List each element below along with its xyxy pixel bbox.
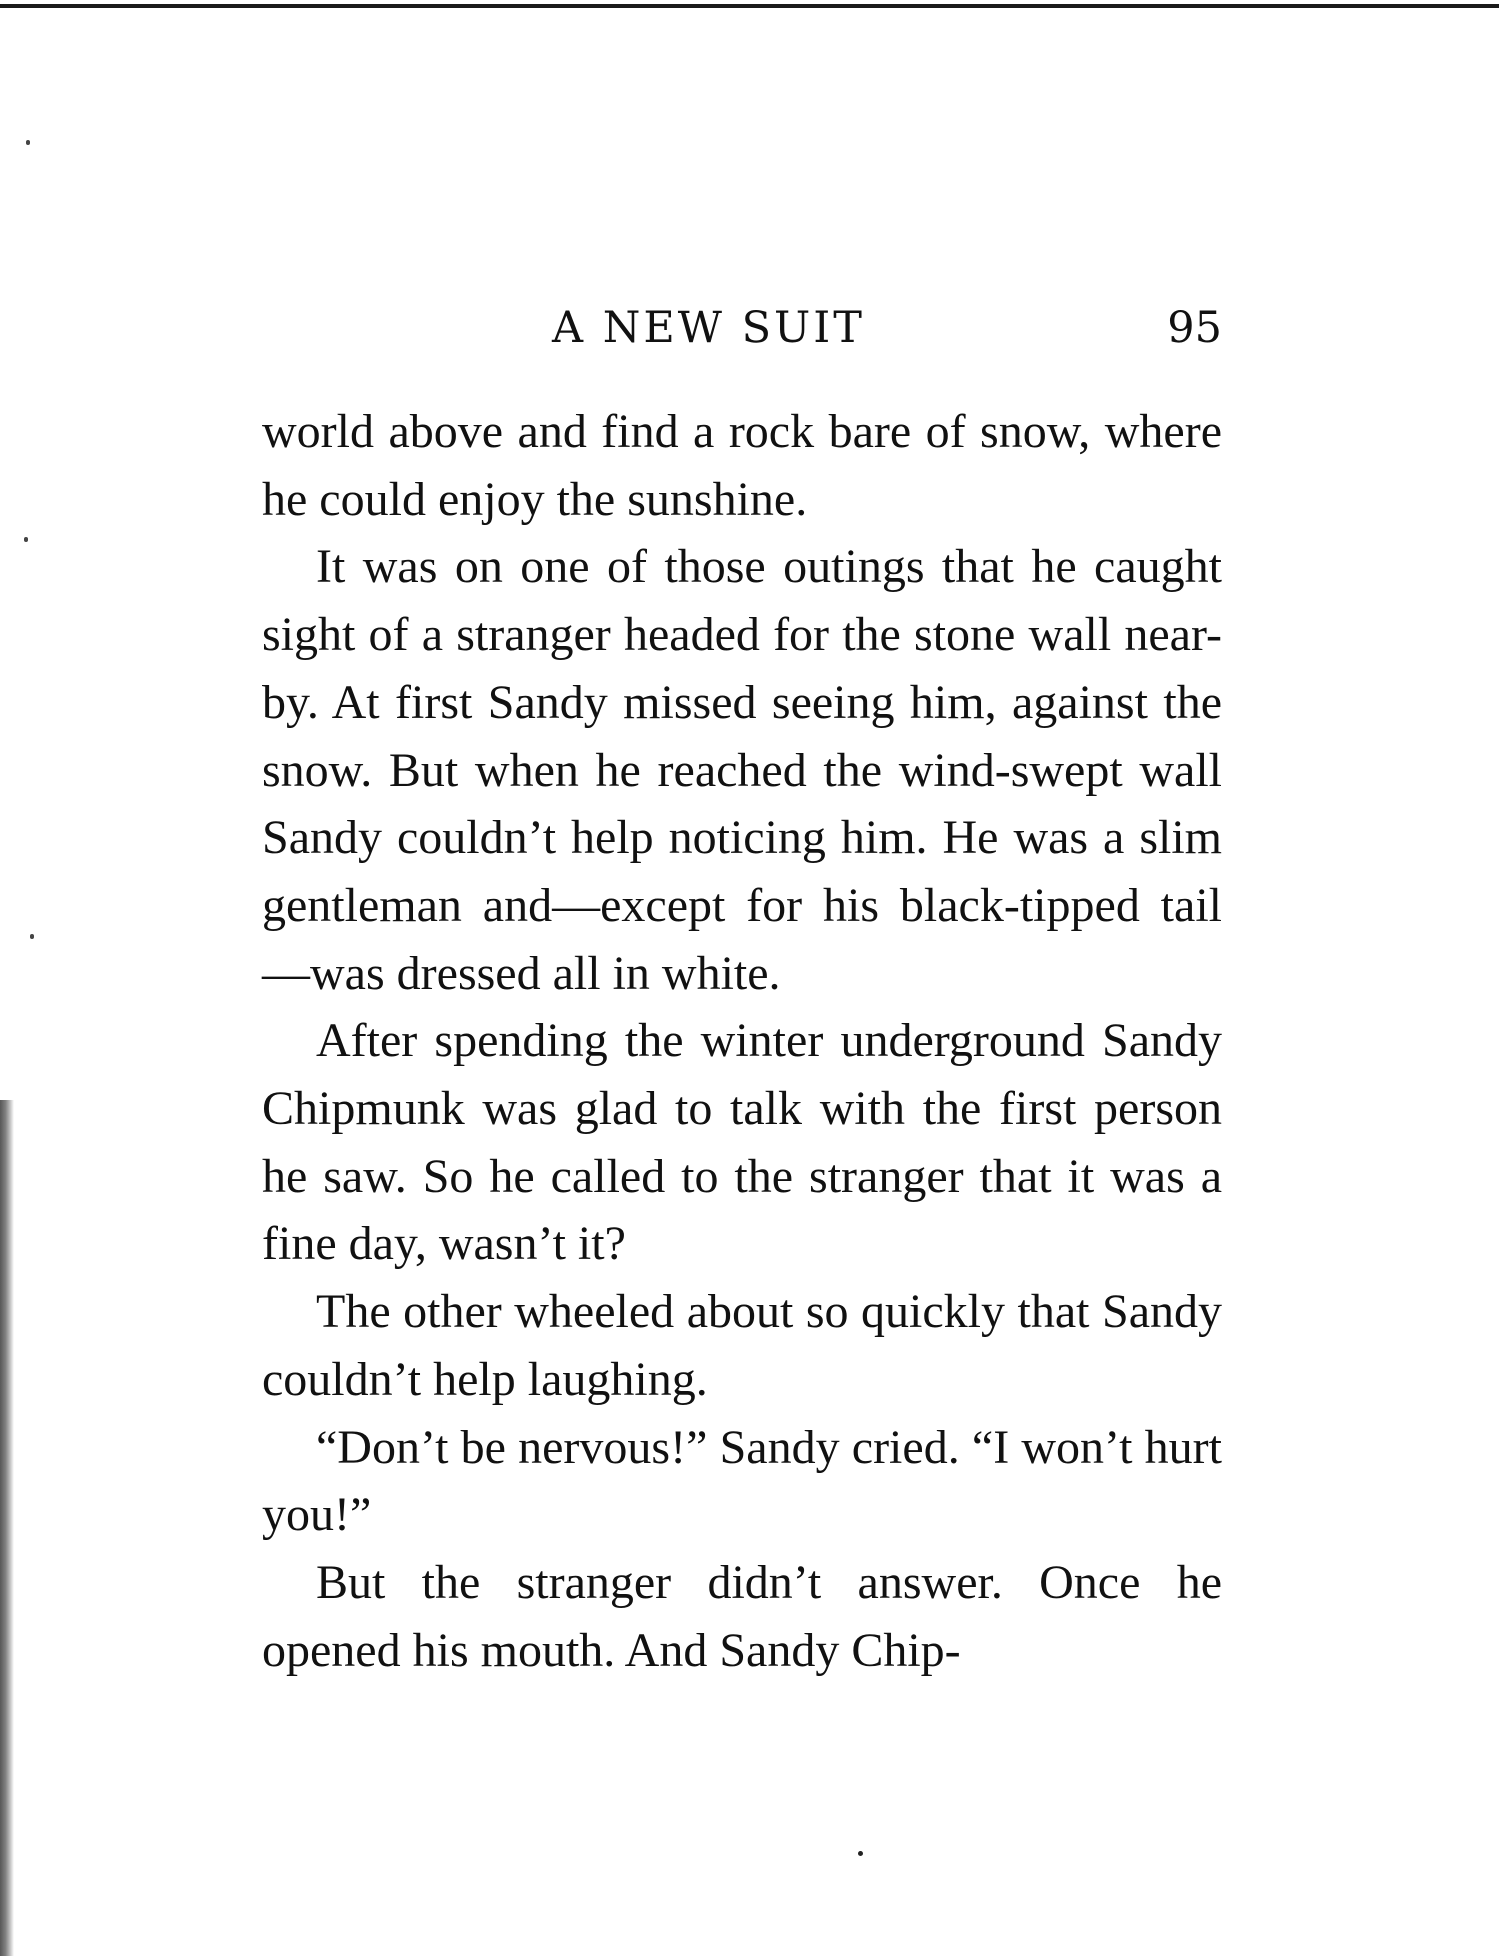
paragraph: The other wheeled about so quickly that Sandy couldn’t help laughing. xyxy=(262,1285,1222,1406)
paper-speck xyxy=(24,537,28,542)
body-text xyxy=(262,398,1222,1684)
paragraph: After spending the winter underground Sandy Chipmunk was glad to talk with the first person he saw. So he called to the stranger that it was a fine day, wasn’t it? xyxy=(262,1014,1222,1271)
page-number: 95 xyxy=(1167,303,1222,353)
top-edge-rule xyxy=(0,4,1499,8)
paper-speck xyxy=(30,934,34,939)
paragraph: It was on one of those outings that he caught sight of a stranger headed for the stone wall near-by. At first Sandy missed seeing him, against the snow. But when he reached the wind-swept wall Sandy couldn’t help noticing him. He was a slim gentleman and—except for his black-tipped tail—was dressed all in white. xyxy=(262,540,1222,1000)
paragraph: But the stranger didn’t answer. Once he opened his mouth. And Sandy Chip- xyxy=(262,1555,1222,1677)
paper-speck xyxy=(26,140,30,145)
paragraph: “Don’t be nervous!” Sandy cried. “I won’t hurt you!” xyxy=(262,1420,1222,1542)
page-header xyxy=(262,298,1222,358)
paragraph-continuation: world above and find a rock bare of snow, where he could enjoy the sunshine. xyxy=(262,405,1222,526)
paper-speck xyxy=(858,1851,863,1856)
page-binding-shadow xyxy=(0,1100,14,1956)
running-title: A NEW SUIT xyxy=(552,303,865,353)
